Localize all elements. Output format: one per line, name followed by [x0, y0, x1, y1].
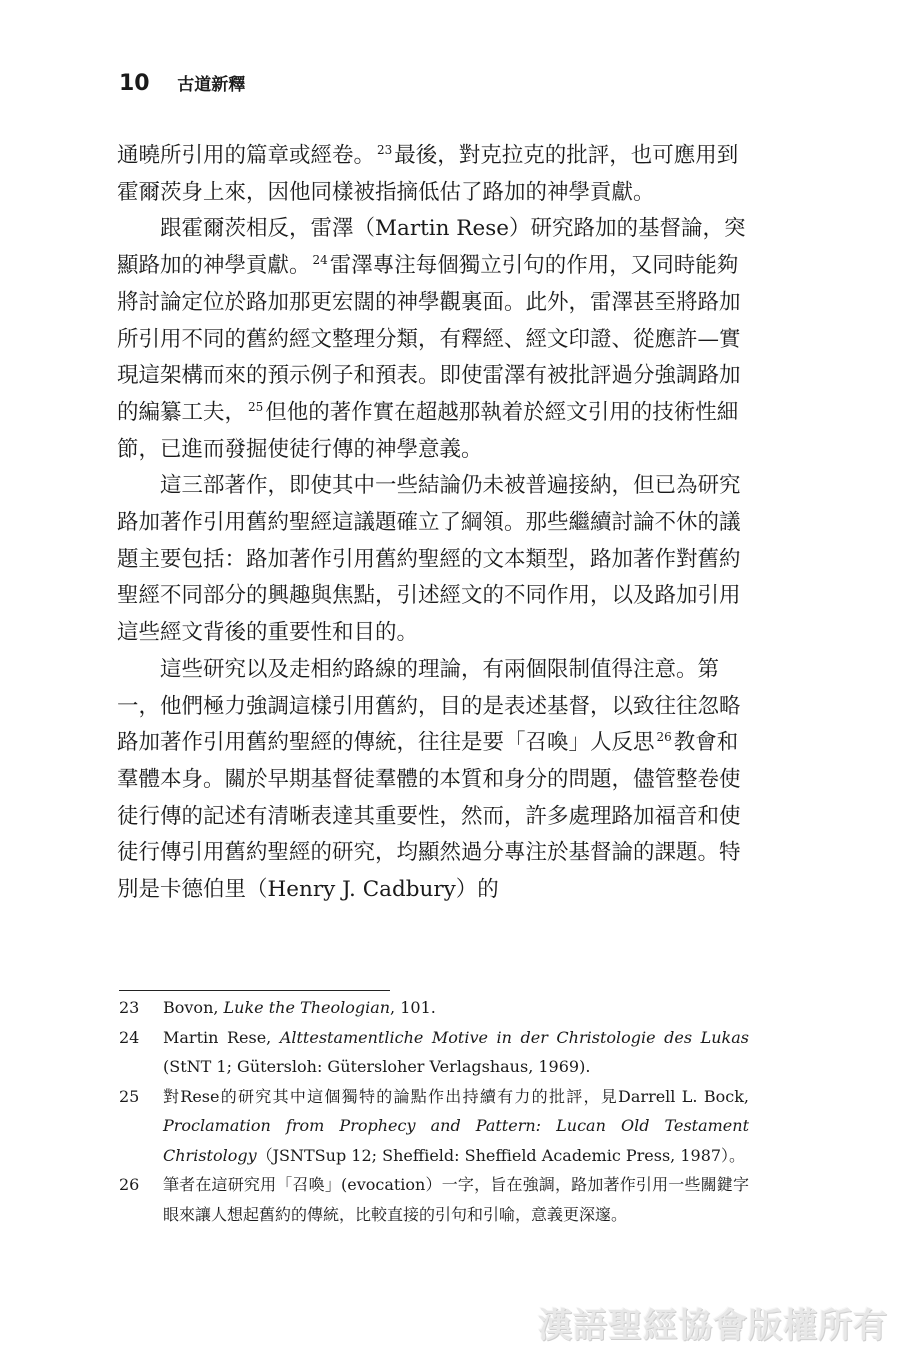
copyright-watermark: 漢語聖經協會版權所有 [538, 1306, 888, 1346]
running-title: 古道新釋 [177, 75, 246, 95]
footnote-title: Proclamation from Prophecy and Pattern: Lucan Old Testament Christology [163, 1116, 749, 1165]
footnote-text-pre: Martin Rese, [163, 1027, 280, 1047]
footnote-number: 24 [119, 1027, 140, 1047]
paragraph-2-text-b: 雷澤專注每個獨立引句的作用，又同時能夠將討論定位於路加那更宏闊的神學觀裏面。此外，雷澤甚至將路加所引用不同的舊約經文整理分類，有釋經、經文印證、從應許—實現這架構而來的預示例子和預表。即使雷澤有被批評過分強調路加的編纂工夫， [117, 253, 741, 425]
paragraph-1-text-b: 最後，對克拉克的批評，也可應用到霍爾茨身上來，因他同樣被指摘低估了路加的神學貢獻。 [117, 143, 739, 205]
paragraph-3: 這三部著作，即使其中一些結論仍未被普遍接納，但已為研究路加著作引用舊約聖經這議題確立了綱領。那些繼續討論不休的議題主要包括：路加著作引用舊約聖經的文本類型，路加著作對舊約聖經不同部分的興趣與焦點，引述經文的不同作用，以及路加引用這些經文背後的重要性和目的。 [117, 473, 741, 646]
footnote-25 [119, 1082, 749, 1171]
main-text [117, 138, 747, 909]
footnote-24 [119, 1023, 749, 1082]
page-header [119, 70, 245, 96]
footnote-divider [119, 990, 390, 991]
paragraph-1-text-a: 通曉所引用的篇章或經卷。 [117, 143, 376, 168]
paragraph-4-text-a: 這些研究以及走相約路線的理論，有兩個限制值得注意。第一，他們極力強調這樣引用舊約，目的是表述基督，以致往往忽略路加著作引用舊約聖經的傳統，往往是要「召喚」人反思 [117, 656, 741, 756]
footnote-title: Alttestamentliche Motive in der Christologie des Lukas [279, 1027, 750, 1047]
footnotes [119, 993, 749, 1229]
paragraph-2-text-c: 但他的著作實在超越那執着於經文引用的技術性細節，已進而發掘使徒行傳的神學意義。 [117, 399, 739, 462]
footnote-ref-25[interactable]: 25 [248, 399, 264, 414]
footnote-text [163, 1082, 749, 1171]
footnote-text-pre: 對Rese的研究其中這個獨特的論點作出持續有力的批評，見Darrell L. Bock, [163, 1086, 749, 1106]
footnote-text [163, 1170, 749, 1229]
footnote-23 [119, 993, 749, 1023]
footnote-text-post: （JSNTSup 12; Sheffield: Sheffield Academic Press, 1987）。 [256, 1145, 746, 1165]
footnote-ref-23[interactable]: 23 [377, 142, 393, 157]
paragraph-2-text-a: 跟霍爾茨相反，雷澤（Martin Rese）研究路加的基督論，突顯路加的神學貢獻。 [117, 216, 746, 279]
footnote-text [163, 993, 749, 1023]
footnote-text [163, 1023, 749, 1082]
footnote-26 [119, 1170, 749, 1229]
footnote-number: 25 [119, 1086, 140, 1106]
page-number: 10 [119, 71, 150, 96]
footnote-number: 26 [119, 1175, 140, 1194]
footnote-title: Luke the Theologian [223, 998, 391, 1017]
footnote-text-post: , 101. [390, 998, 436, 1017]
paragraph-4 [117, 652, 747, 909]
paragraph-2 [117, 211, 747, 468]
footnote-ref-26[interactable]: 26 [656, 729, 672, 744]
footnote-ref-24[interactable]: 24 [312, 252, 328, 267]
paragraph-1 [117, 138, 747, 211]
footnote-text-post: (StNT 1; Gütersloh: Gütersloher Verlagshaus, 1969). [163, 1057, 591, 1076]
paragraph-4-text-b: 教會和羣體本身。關於早期基督徒羣體的本質和身分的問題，儘管整卷使徒行傳的記述有清晰表達其重要性，然而，許多處理路加福音和使徒行傳引用舊約聖經的研究，均顯然過分專注於基督論的課題。特別是卡德伯里（Henry J. Cadbury）的 [117, 730, 741, 903]
footnote-text-pre: Bovon, [163, 998, 224, 1017]
footnote-number: 23 [119, 998, 140, 1017]
footnote-text-pre: 筆者在這研究用「召喚」(evocation）一字，旨在強調，路加著作引用一些關鍵字眼來讓人想起舊約的傳統，比較直接的引句和引喻，意義更深邃。 [163, 1175, 749, 1224]
